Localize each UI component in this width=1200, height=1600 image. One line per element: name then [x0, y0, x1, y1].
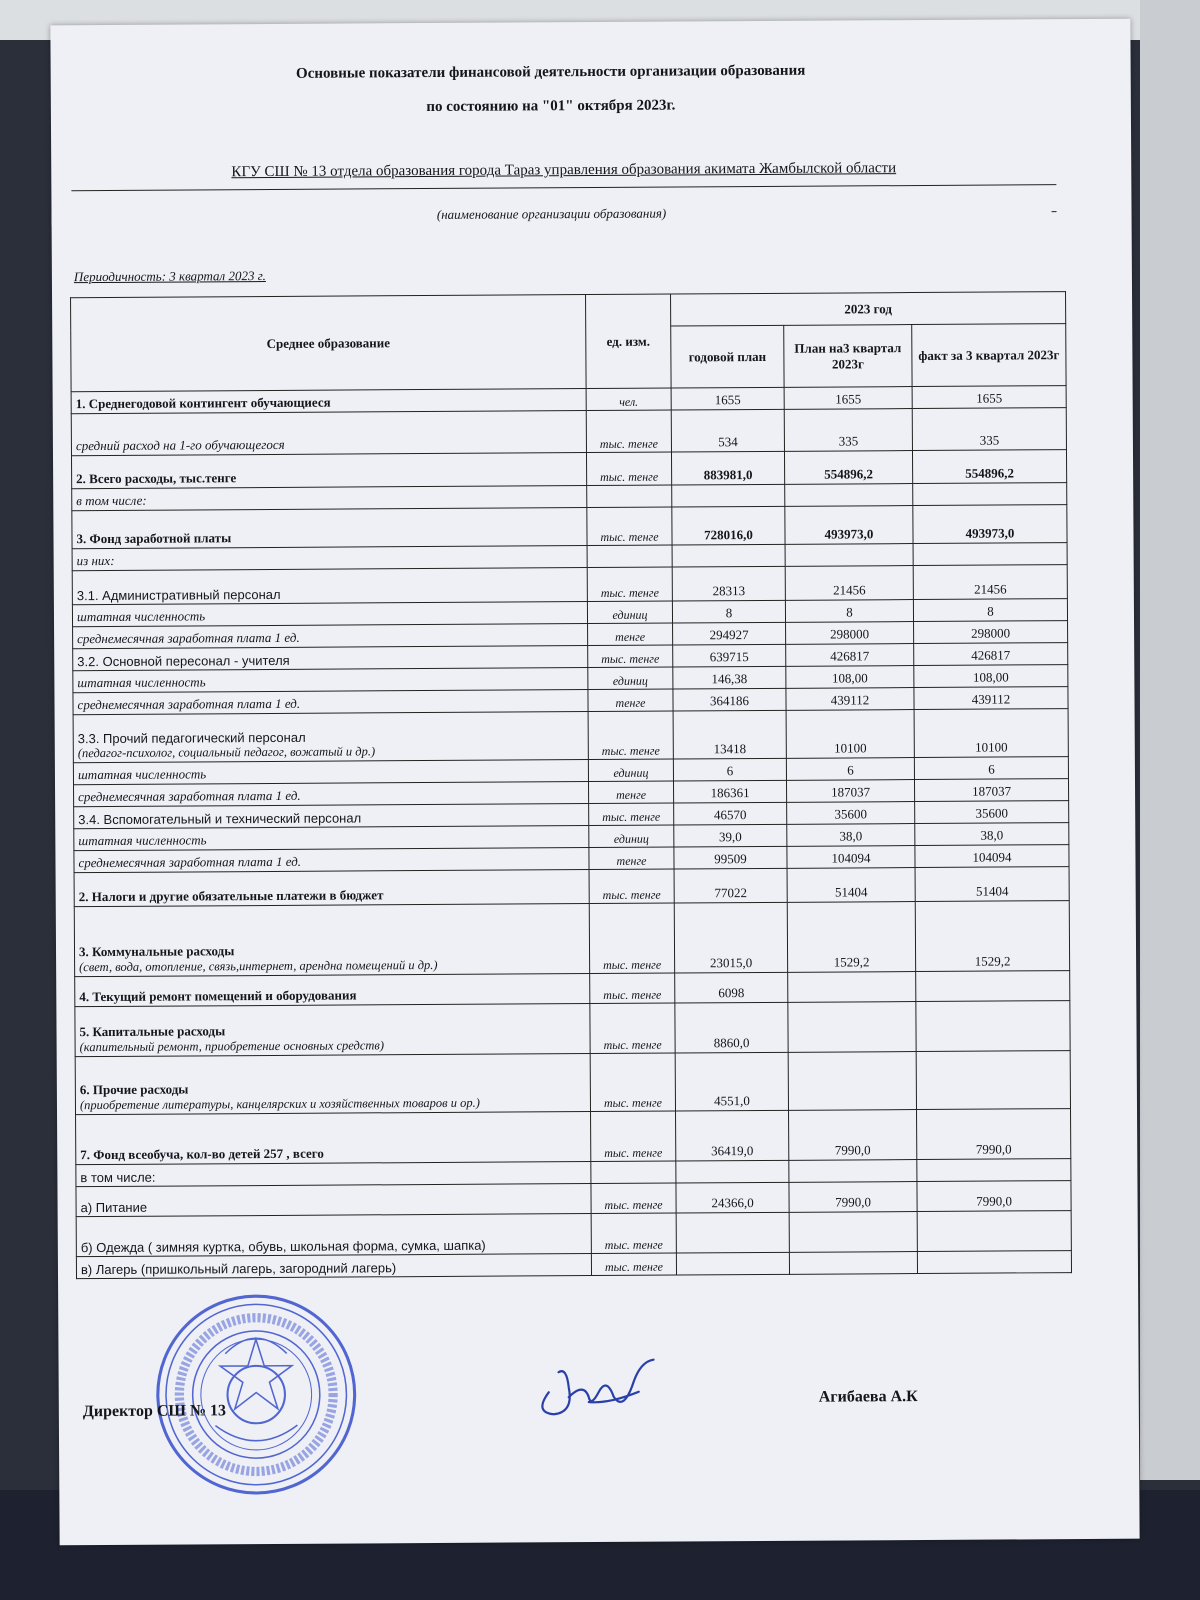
cell-fact: 426817: [914, 643, 1068, 666]
row-label: [74, 848, 589, 873]
row-label: [72, 508, 587, 549]
row-unit: тыс. тенге: [590, 1003, 675, 1054]
cell-fact: 38,0: [915, 823, 1069, 846]
row-label: [73, 668, 588, 693]
table-row: [75, 1001, 1070, 1057]
cell-plan: [785, 544, 913, 567]
row-label-text: 3.1. Административный персонал: [76, 586, 281, 604]
row-label: [73, 690, 588, 715]
header-section: Среднее образование: [71, 295, 587, 392]
row-label-text: штатная численность: [77, 766, 207, 783]
row-label-text: штатная численность: [77, 674, 206, 691]
row-label: [75, 974, 590, 1007]
row-label-text: среднемесячная заработная плата 1 ед.: [78, 853, 302, 871]
row-label: [76, 1214, 591, 1257]
row-label: [74, 870, 589, 907]
cell-fact: [916, 971, 1070, 1002]
cell-plan: [789, 1252, 917, 1275]
row-label: [75, 1004, 590, 1057]
row-label-text: 2. Налоги и другие обязательные платежи в бюджет: [78, 887, 384, 905]
cell-plan: [788, 972, 916, 1003]
row-unit: тыс. тенге: [589, 803, 674, 826]
row-label: [72, 546, 587, 571]
row-unit: единиц: [587, 601, 672, 624]
cell-annual: 8: [672, 600, 785, 623]
row-unit: тыс. тенге: [588, 645, 673, 668]
row-label: [71, 411, 586, 456]
cell-fact: 554896,2: [912, 450, 1066, 484]
row-label: [74, 826, 589, 851]
row-unit: единиц: [588, 667, 673, 690]
cell-annual: 883981,0: [671, 451, 784, 485]
cell-fact: 335: [912, 408, 1066, 451]
row-unit: тыс. тенге: [586, 452, 671, 486]
cell-plan: 6: [786, 758, 914, 781]
cell-annual: 23015,0: [674, 902, 787, 973]
row-label-text: 3. Коммунальные расходы: [78, 943, 235, 960]
table-row: [73, 709, 1068, 763]
row-label-text: 4. Текущий ремонт помещений и оборудования: [79, 987, 357, 1005]
cell-fact: [917, 1211, 1071, 1252]
row-label-text: 7. Фонд всеобуча, кол-во детей 257 , всего: [80, 1145, 324, 1163]
cell-fact: 6: [914, 757, 1068, 780]
cell-fact: 51404: [915, 867, 1069, 902]
header-unit: ед. изм.: [586, 294, 672, 389]
cell-annual: 99509: [674, 846, 787, 869]
cell-fact: 439112: [914, 687, 1068, 710]
row-label-text: из них:: [76, 552, 115, 569]
cell-plan: 426817: [786, 644, 914, 667]
cell-annual: 36419,0: [676, 1110, 789, 1161]
row-label-note: (свет, вода, отопление, связь,интернет, арендна помещений и др.): [79, 957, 438, 975]
cell-plan: 7990,0: [789, 1110, 917, 1161]
cell-fact: 1655: [912, 386, 1066, 409]
row-label-text: в том числе:: [76, 492, 147, 509]
cell-fact: [917, 1251, 1071, 1274]
cell-fact: [913, 483, 1067, 506]
cell-fact: 7990,0: [917, 1109, 1071, 1160]
cell-plan: 8: [785, 600, 913, 623]
row-unit: тыс. тенге: [591, 1183, 676, 1214]
document-date-line: по состоянию на "01" октября 2023г.: [426, 97, 676, 116]
cell-annual: 639715: [673, 644, 786, 667]
row-label-text: среднемесячная заработная плата 1 ед.: [77, 629, 300, 647]
cell-fact: 35600: [915, 801, 1069, 824]
row-unit: [591, 1161, 676, 1184]
director-position: Директор СШ № 13: [82, 1402, 227, 1421]
row-label: [72, 602, 587, 627]
cell-annual: 13418: [673, 710, 786, 759]
cell-plan: [788, 1002, 916, 1053]
row-label: [74, 782, 589, 807]
cell-fact: 1529,2: [915, 901, 1069, 972]
row-label: [73, 712, 588, 763]
cell-plan: 10100: [786, 710, 914, 759]
cell-plan: 38,0: [787, 824, 915, 847]
cell-plan: 335: [784, 409, 912, 452]
row-unit: [587, 545, 672, 568]
cell-annual: 6: [673, 758, 786, 781]
cell-fact: 187037: [914, 779, 1068, 802]
director-name: Агибаева А.К: [818, 1388, 918, 1406]
cell-plan: [785, 484, 913, 507]
cell-fact: 108,00: [914, 665, 1068, 688]
cell-plan: 21456: [785, 566, 913, 601]
row-label-note: (капительный ремонт, приобретение основных средств): [79, 1038, 385, 1055]
director-signature: [528, 1352, 668, 1423]
row-label-text: б) Одежда ( зимняя куртка, обувь, школьная форма, сумка, шапка): [80, 1237, 486, 1256]
row-unit: единиц: [588, 759, 673, 782]
organization-underline: [71, 184, 1056, 191]
table-row: [74, 901, 1069, 977]
cell-annual: 28313: [672, 566, 785, 601]
row-unit: тенге: [588, 781, 673, 804]
cell-fact: 8: [913, 599, 1067, 622]
cell-annual: [672, 544, 785, 567]
row-label-text: в) Лагерь (пришкольный лагерь, загородний лагерь): [80, 1260, 397, 1278]
cell-annual: 186361: [673, 780, 786, 803]
row-label-note: (педагог-психолог, социальный педагог, вожатый и др.): [77, 744, 376, 761]
cell-plan: 51404: [787, 868, 915, 903]
cell-plan: 493973,0: [785, 506, 913, 545]
header-plan-q3: План на3 квартал 2023г: [784, 325, 912, 388]
cell-plan: 1655: [784, 387, 912, 410]
financial-indicators-table: [70, 291, 1072, 1279]
organization-name: КГУ СШ № 13 отдела образования города Тараз управления образования акимата Жамбылской области: [231, 160, 897, 181]
table-row: [71, 408, 1066, 456]
row-label: [73, 624, 588, 649]
row-unit: тыс. тенге: [590, 1053, 675, 1112]
cell-fact: 21456: [913, 565, 1067, 600]
row-unit: единиц: [589, 825, 674, 848]
table-row: [75, 1051, 1070, 1115]
row-label: [73, 646, 588, 671]
cell-annual: [676, 1252, 789, 1275]
cell-annual: 6098: [675, 972, 788, 1003]
cell-annual: 39,0: [674, 824, 787, 847]
row-label: [73, 760, 588, 785]
official-seal-stamp: [153, 1291, 359, 1497]
row-label: [74, 904, 589, 977]
organization-caption: (наименование организации образования): [51, 203, 1051, 225]
row-unit: тыс. тенге: [586, 410, 671, 453]
row-label-text: 5. Капитальные расходы: [79, 1023, 226, 1040]
row-unit: чел.: [586, 388, 671, 411]
cell-annual: 294927: [673, 622, 786, 645]
row-label: [75, 1054, 590, 1115]
row-unit: тенге: [588, 623, 673, 646]
table-row: [76, 1109, 1071, 1165]
row-unit: тенге: [588, 689, 673, 712]
table-row: [72, 505, 1067, 549]
cell-annual: 364186: [673, 688, 786, 711]
row-label: [76, 1162, 591, 1187]
cell-fact: 104094: [915, 845, 1069, 868]
row-unit: тыс. тенге: [591, 1253, 676, 1276]
cell-annual: [672, 484, 785, 507]
row-unit: тыс. тенге: [589, 869, 674, 904]
row-unit: тыс. тенге: [589, 903, 674, 974]
row-label: [71, 453, 586, 489]
cell-plan: [789, 1160, 917, 1183]
row-label-text: в том числе:: [80, 1169, 156, 1186]
row-label-text: штатная численность: [78, 832, 207, 849]
cell-fact: [913, 543, 1067, 566]
row-label-note: (приобретение литературы, канцелярских и хозяйственных товаров и ор.): [79, 1095, 480, 1113]
cell-fact: [917, 1159, 1071, 1182]
row-label: [76, 1184, 591, 1217]
table-row: [76, 1211, 1071, 1257]
document-title: Основные показатели финансовой деятельности организации образования: [295, 62, 806, 82]
cell-fact: 7990,0: [917, 1181, 1071, 1212]
row-label: [72, 568, 587, 605]
cell-annual: 46570: [674, 802, 787, 825]
cell-fact: [916, 1001, 1070, 1052]
row-unit: тыс. тенге: [588, 711, 673, 760]
row-unit: тыс. тенге: [590, 973, 675, 1004]
row-label-text: среднемесячная заработная плата 1 ед.: [77, 695, 301, 713]
row-unit: [587, 485, 672, 508]
cell-annual: 146,38: [673, 666, 786, 689]
row-label-text: средний расход на 1-го обучающегося: [75, 436, 285, 454]
cell-annual: 8860,0: [675, 1002, 788, 1053]
row-label: [74, 804, 589, 829]
row-label: [76, 1254, 591, 1279]
cell-plan: 7990,0: [789, 1182, 917, 1213]
cell-plan: 439112: [786, 688, 914, 711]
row-unit: тыс. тенге: [591, 1213, 676, 1254]
header-fact-q3: факт за 3 квартал 2023г: [912, 324, 1066, 387]
cell-plan: 104094: [787, 846, 915, 869]
header-year: 2023 год: [671, 292, 1066, 326]
cell-plan: 35600: [787, 802, 915, 825]
cell-fact: 10100: [914, 709, 1068, 758]
cell-fact: 493973,0: [913, 505, 1067, 544]
cell-plan: 187037: [786, 780, 914, 803]
cell-plan: 298000: [786, 622, 914, 645]
cell-annual: 24366,0: [676, 1182, 789, 1213]
row-label-text: 3.4. Вспомогательный и технический персонал: [78, 810, 362, 828]
row-label: [72, 486, 587, 511]
row-label-text: среднемесячная заработная плата 1 ед.: [78, 787, 301, 805]
header-annual-plan: годовой план: [671, 325, 784, 388]
row-label: [71, 389, 586, 414]
row-unit: тыс. тенге: [587, 567, 672, 602]
row-label-text: а) Питание: [80, 1199, 148, 1216]
cell-annual: 1655: [671, 387, 784, 410]
cell-annual: 534: [671, 409, 784, 452]
row-label-text: 2. Всего расходы, тыс.тенге: [76, 470, 237, 487]
row-label-text: 3. Фонд заработной платы: [76, 530, 232, 547]
row-label: [76, 1112, 591, 1165]
row-unit: тыс. тенге: [591, 1111, 676, 1162]
cell-annual: 728016,0: [672, 506, 785, 545]
cell-plan: [789, 1212, 917, 1253]
row-label-text: 6. Прочие расходы: [79, 1081, 189, 1098]
row-label-text: 3.2. Основной пересонал - учителя: [77, 652, 290, 670]
cell-plan: [788, 1052, 916, 1111]
periodicity: Периодичность: 3 квартал 2023 г.: [73, 268, 266, 285]
row-unit: тыс. тенге: [587, 507, 672, 546]
cell-annual: 77022: [674, 868, 787, 903]
row-label-text: штатная численность: [76, 608, 206, 625]
table-row: [76, 1251, 1071, 1279]
cell-annual: [676, 1160, 789, 1183]
document-sheet: [50, 19, 1139, 1546]
background-surface-right: [1140, 0, 1200, 1480]
row-label-text: 1. Среднегодовой контингент обучающиеся: [75, 394, 331, 412]
row-unit: тенге: [589, 847, 674, 870]
cell-plan: 554896,2: [784, 451, 912, 485]
cell-fact: 298000: [914, 621, 1068, 644]
cell-fact: [916, 1051, 1070, 1110]
row-label-text: 3.3. Прочий педагогический персонал: [77, 729, 306, 747]
cell-plan: 108,00: [786, 666, 914, 689]
cell-plan: 1529,2: [787, 902, 915, 973]
cell-annual: [676, 1212, 789, 1253]
cell-annual: 4551,0: [675, 1052, 788, 1111]
